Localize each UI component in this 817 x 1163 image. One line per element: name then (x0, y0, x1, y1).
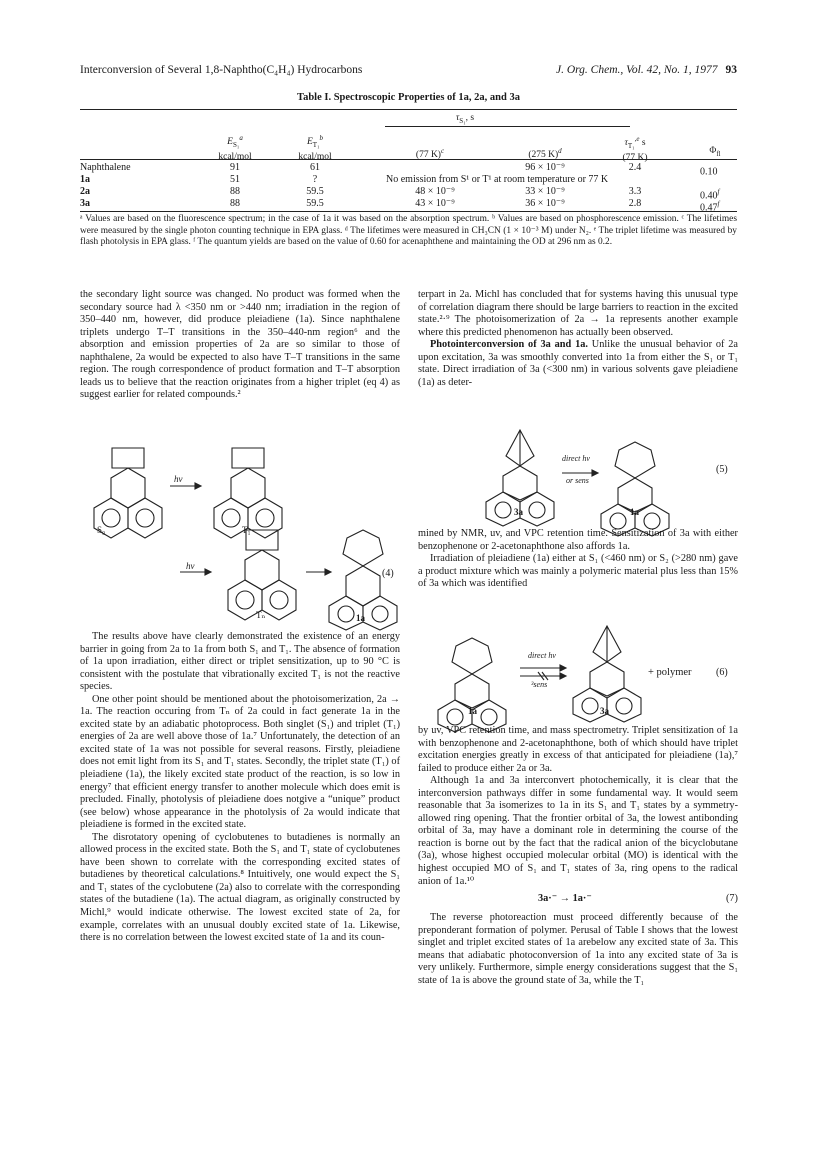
table-top-rule (80, 109, 737, 110)
equation-number: (7) (725, 893, 738, 905)
arrow-label-bottom: or sens (566, 476, 589, 485)
journal-citation: J. Org. Chem., Vol. 42, No. 1, 1977 (555, 64, 718, 76)
label-hv: hν (174, 474, 183, 484)
label-3a: 3a (600, 706, 609, 716)
label-t1: T₁ (242, 525, 251, 535)
th-tau-t: $\tau_{T_1}^{,e}$ s (77 K) (622, 135, 648, 164)
label-3a: 3a (514, 507, 523, 517)
label-1a: 1a (356, 613, 365, 623)
th-et: $E_{T_1}^b$ kcal/mol (298, 134, 332, 163)
left-column-bottom (80, 631, 400, 945)
scheme-5-structures (490, 420, 710, 530)
th-tau-s: $\tau_{S_1}$, s (455, 113, 475, 125)
table-footnotes: ᵃ Values are based on the fluorescence spectrum; in the case of 1a it was based on the absorption spectrum. ᵇ Values are based on phosphorescence emission. ᶜ The lifetimes were measured by the single photon counting technique in EPA glass. ᵈ The lifetimes were measured in CH₃CN (1 × 10⁻³ M) under N₂. ᵉ The triplet lifetime was measured by flash photolysis in EPA glass. ᶠ The quantum yields are based on the value of 0.60 for acenaphthene and maintaining the OD at 296 nm as 0.2. (80, 214, 737, 248)
label-tn: Tₙ (256, 610, 266, 620)
th-ts-275: (275 K)$^d$ (528, 147, 562, 161)
label-s0: S₀ (97, 525, 106, 535)
paragraph: mined by NMR, uv, and VPC retention time. Sensitization of 3a with either benzophenone or 2-acetonaphthone also affords 1a. (418, 528, 738, 552)
equation-number: (4) (382, 568, 394, 579)
right-column-top (418, 289, 738, 389)
running-header-title: Interconversion of Several 1,8-Naphtho(C₄H₄) Hydrocarbons (80, 64, 363, 76)
paragraph: The reverse photoreaction must proceed differently because of the preponderant formation of polymer. Perusal of Table I shows that the lowest singlet and triplet excited states of 1a arebelow any excited state of 3a. This means that adiabatic photoconversion of 1a into any excited state of 3a is very unlikely. Furthermore, simple energy considerations suggest that the S₁ state of 1a is above the ground state of 3a, while the T₁ (418, 912, 738, 986)
th-ts-77: (77 K)$^c$ (415, 147, 445, 161)
paragraph: One other point should be mentioned about the photoisomerization, 2a → 1a. The reaction occuring from Tₙ of 2a could in fact generate 1a in the excited state by an adiabatic photoprocess. Both singlet (S₁) and triplet (T₁) energies of 2a are well above those of 1a.⁷ Unfortunately, the detection of an excited state of 1a was not possible for several reasons. Firstly, pleiadiene does not emit light from its S₁ and T₁ states. Secondly, the triplet state (T₁) of pleiadiene (1a), the likely excited state product of the reaction, is so low in energy⁷ that efficient energy transfer to another molecule which does emit is precluded. Finally, photolysis of pleiadiene does notgive a “unique” product (see below) whose appearance in the photolysis of 2a would indicate that pleiadiene is formed in the excited state. (80, 693, 400, 831)
arrow-label-bottom: ³sens (531, 680, 548, 689)
table-span-rule (385, 126, 630, 127)
arrow-label-top: direct hν (562, 454, 590, 463)
paragraph: The disrotatory opening of cyclobutenes to butadienes is normally an allowed process in the excited state. Both the S₁ and T₁ state of cyclobutenes have been shown to correlate with the corresponding excited states of butadienes by theoretical calculations.⁸ Intuitively, one would expect the S₁ and T₁ states of the cyclobutene (2a) also to correlate with the corresponding states of the butadiene (1a). The actual diagram, as originally constructed by Michl,⁹ would indicate otherwise. The lowest excited state of 2a, for example, correlates with an unusual doubly excited state of 1a. Likewise, there is no correlation between the lowest excited state of 1a and its coun- (80, 831, 400, 944)
paragraph: Irradiation of pleiadiene (1a) either at S₁ (<460 nm) or S₂ (>280 nm) gave a product mixture which was mainly a polymeric material plus less than 15% of 3a which was identified (418, 553, 738, 590)
left-column-top (80, 289, 400, 402)
label-1a: 1a (630, 507, 639, 517)
section-heading: Photointerconversion of 3a and 1a. (430, 339, 588, 351)
label-1a: 1a (468, 706, 477, 716)
right-column-bottom (418, 725, 738, 987)
equation-number: (6) (716, 667, 728, 678)
label-hv: hν (186, 561, 195, 571)
paragraph: Although 1a and 3a interconvert photochemically, it is clear that the interconversion pathways differ in some fundamental way. It would seem reasonable that 3a isomerizes to 1a in its S₁ and T₁ states by a symmetry-allowed ring opening. That the frontier orbital of 3a, the lowest antibonding orbital of 3a, may have a dominant role in determining the course of the reaction is borne out by the fact that the radical anion of the bicyclobutane (3a), whose highest occupied molecular orbital (MO) is identical with the highest occupied MO of S₁ and T₁ states of 3a, ring opens to the radical anion of 1a.¹⁰ (418, 775, 738, 887)
paragraph: the secondary light source was changed. No product was formed when the secondary source had λ <350 nm or >440 nm; irradiation in the region of 350–440 nm, however, did produce pleiadiene (1a). Since naphthalene triplets undergo T–T transitions in the 350–440-nm region⁶ and the absorption and emission properties of 2a are so similar to those of naphthalene, 2a would be expected to also have T–T transitions in the same region. The rough correspondence of product formation and T–T absorption leads us to believe that the reaction originates from a higher triplet (eq 4) as suggest earlier for related compounds.² (80, 289, 400, 401)
equation-7 (418, 888, 738, 912)
right-column-middle (418, 528, 738, 591)
page-number: 93 (725, 64, 737, 76)
paragraph: The results above have clearly demonstrated the existence of an energy barrier in going from 2a to 1a from both S₁ and T₁. The absence of formation of 1a upon irradiation, either direct or triplet sensitization, up to 90 °C is consistent with the postulate that vibrationally excited T₁ is not the reactive species. (80, 631, 400, 693)
paragraph: Photointerconversion of 3a and 1a. Unlike the unusual behavior of 2a upon excitation, 3a was smoothly converted into 1a from either the S₁ or T₁ state. Direct irradiation of 3a (<300 nm) in various solvents gave pleiadiene (1a) as deter- (418, 339, 738, 388)
equation-7-body: 3a·⁻ → 1a·⁻ (538, 893, 592, 905)
running-header-journal (556, 64, 737, 76)
equation-number: (5) (716, 464, 728, 475)
scheme-6-structures (432, 618, 652, 728)
table-caption: Table I. Spectroscopic Properties of 1a, 2a, and 3a (297, 92, 520, 103)
table-bottom-rule (80, 211, 737, 212)
table-header-rule (80, 159, 737, 160)
arrow-label-top: direct hν (528, 651, 556, 660)
paragraph: terpart in 2a. Michl has concluded that for systems having this unusual type of correlation diagram there should be large barriers to reaction in the excited state.²·⁹ The photoisomerization of 2a → 1a represents another example where this predicted phenomenon has actually been observed. (418, 289, 738, 338)
plus-polymer: + polymer (648, 667, 692, 678)
th-es: $E_{S_1}^a$ kcal/mol (218, 134, 252, 163)
th-phi: $\Phi_{fl}$ (709, 146, 721, 158)
paragraph: by uv, VPC retention time, and mass spectrometry. Triplet sensitization of 1a with benzophenone and 2-acetonaphthone, both of which should have triplet excitation energies greatly in excess of that anticipated for pleiadiene (1a),⁷ failed to produce either 2a or 3a. (418, 725, 738, 774)
